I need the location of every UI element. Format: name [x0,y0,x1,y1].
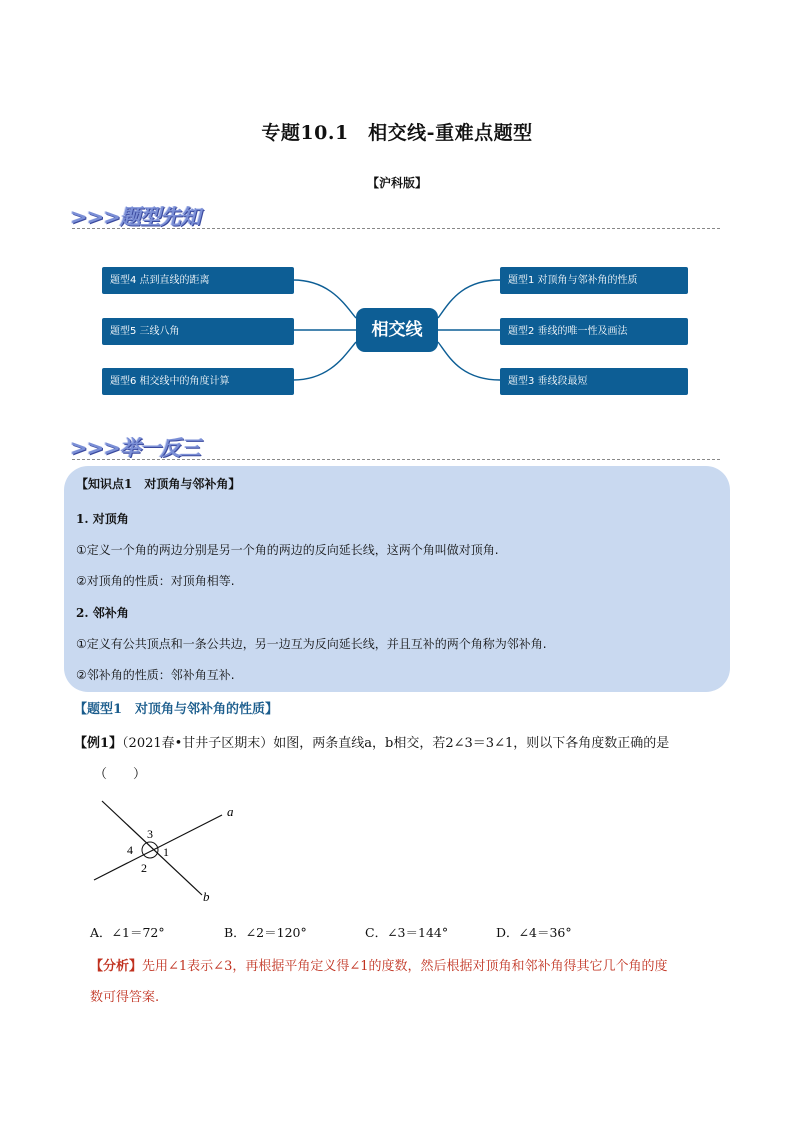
option-a[interactable]: A．∠1＝72° [90,925,165,940]
answer-paren: （ ） [94,767,147,782]
analysis-text-1: 先用∠1表示∠3，再根据平角定义得∠1的度数，然后根据对顶角和邻补角得其它几个角的度 [142,959,668,974]
example-label: 【例1】 [74,736,123,751]
label-angle-2: 2 [141,861,147,875]
mindmap-node-type2: 题型2 垂线的唯一性及画法 [500,318,688,345]
knowledge-line-3: ①定义有公共顶点和一条公共边，另一边互为反向延长线，并且互补的两个角称为邻补角. [76,637,547,651]
analysis-text-2: 数可得答案. [90,990,160,1005]
mindmap-node-type3: 题型3 垂线段最短 [500,368,688,395]
option-b[interactable]: B．∠2＝120° [224,925,307,940]
label-b: b [203,889,210,904]
connector-right-top [438,280,500,318]
option-d[interactable]: D．∠4＝36° [496,925,572,940]
label-a: a [227,804,234,819]
knowledge-sub-vertical: 1. 对顶角 [76,512,129,526]
connector-right-bottom [438,342,500,380]
knowledge-line-2: ②对顶角的性质：对顶角相等. [76,574,235,588]
angle-arc [142,842,158,858]
mindmap-node-type5: 题型5 三线八角 [102,318,294,345]
knowledge-heading: 【知识点1 对顶角与邻补角】 [76,477,241,491]
intersecting-lines-figure [90,795,240,910]
line-b [102,801,202,895]
connector-left-bottom [293,342,356,380]
label-angle-4: 4 [127,843,133,857]
analysis [90,955,668,974]
knowledge-line-4: ②邻补角的性质：邻补角互补. [76,668,235,682]
connector-left-top [293,280,356,318]
knowledge-line-1: ①定义一个角的两边分别是另一个角的两边的反向延长线，这两个角叫做对顶角. [76,543,499,557]
example1 [74,732,669,751]
type1-heading: 【题型1 对顶角与邻补角的性质】 [74,702,279,717]
mindmap-node-type6: 题型6 相交线中的角度计算 [102,368,294,395]
section-title-overview: >>>题型先知 [70,205,200,229]
section-divider-2 [72,459,720,460]
label-angle-3: 3 [147,827,153,841]
section-title-practice: >>>举一反三 [70,436,200,460]
option-c[interactable]: C．∠3＝144° [365,925,449,940]
knowledge-sub-adjacent: 2. 邻补角 [76,606,129,620]
analysis-label: 【分析】 [90,959,143,974]
page-subtitle: 【沪科版】 [366,176,427,190]
mindmap-node-type1: 题型1 对顶角与邻补角的性质 [500,267,688,294]
example-text: （2021春•甘井子区期末）如图，两条直线a，b相交，若2∠3＝3∠1，则以下各角度数正确的是 [122,736,670,751]
label-angle-1: 1 [163,845,169,859]
page-title: 专题10.1 相交线-重难点题型 [261,122,533,144]
mindmap-center: 相交线 [356,308,438,352]
section-divider [72,228,720,229]
mindmap-node-type4: 题型4 点到直线的距离 [102,267,294,294]
